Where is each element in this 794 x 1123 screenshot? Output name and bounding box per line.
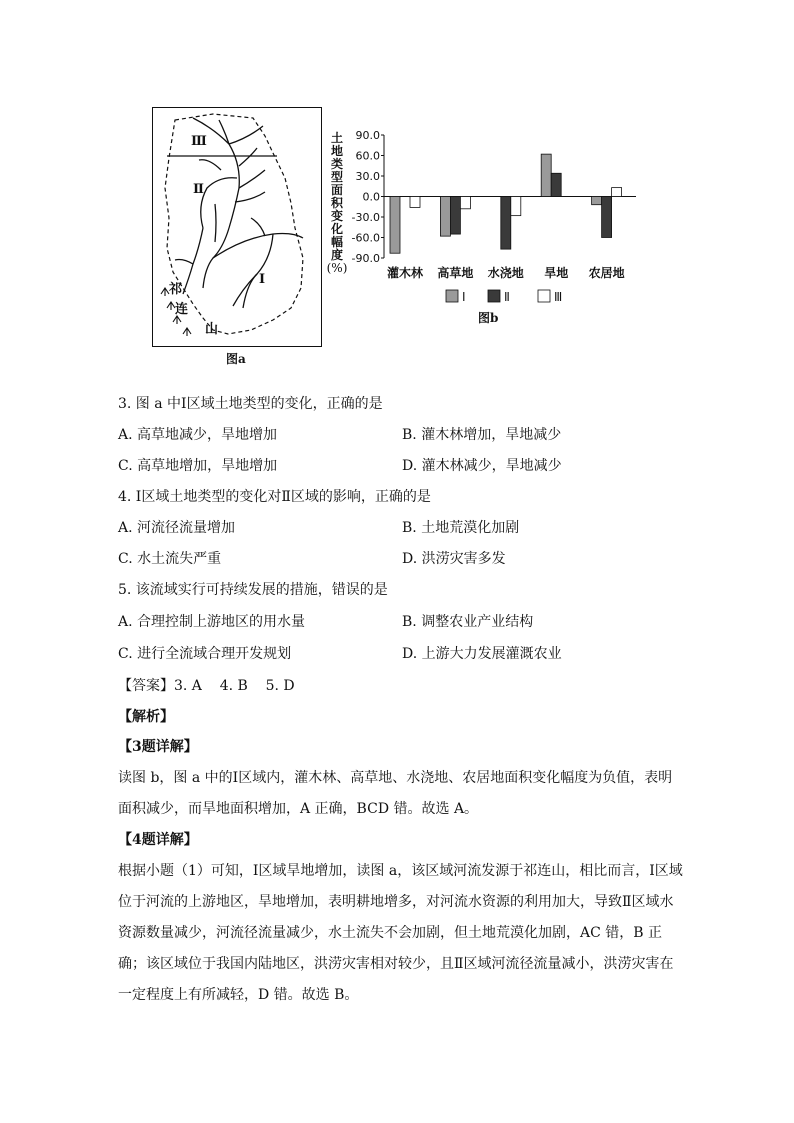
legend-swatch — [488, 290, 500, 302]
zone-label-iii: Ⅲ — [191, 134, 207, 149]
bar-3-1 — [551, 173, 561, 196]
bar-0-0 — [390, 197, 400, 254]
mountain-label-qi: 祁 — [169, 282, 183, 297]
x-category-label: 水浇地 — [487, 266, 524, 280]
x-category-label: 灌木林 — [386, 266, 424, 280]
y-axis-label-char: 度 — [330, 248, 343, 262]
question-3-option-a: A. 高草地减少，旱地增加 — [118, 427, 278, 443]
y-tick-label: -90.0 — [351, 252, 380, 265]
y-tick-label: 90.0 — [355, 129, 380, 142]
question-3-option-c: C. 高草地增加，旱地增加 — [118, 458, 278, 474]
bar-2-1 — [501, 197, 511, 250]
question-4-option-b: B. 土地荒漠化加剧 — [402, 520, 520, 536]
y-axis-label-char: 变 — [330, 209, 343, 223]
question-5-option-a: A. 合理控制上游地区的用水量 — [118, 614, 306, 630]
question-3-stem: 3. 图 a 中Ⅰ区域土地类型的变化，正确的是 — [118, 396, 383, 412]
y-tick-label: -60.0 — [351, 231, 380, 245]
bar-chart-b — [340, 125, 640, 325]
answer-line: 【答案】3. A 4. B 5. D — [118, 678, 295, 694]
bar-1-0 — [440, 197, 450, 237]
zone-label-i: Ⅰ — [259, 272, 266, 287]
figure-a-map — [152, 107, 322, 347]
question-4-option-c: C. 水土流失严重 — [118, 551, 222, 567]
y-axis-label-char: 幅 — [330, 235, 343, 249]
legend-label: Ⅰ — [462, 290, 466, 304]
y-axis-label-char: 化 — [330, 222, 343, 236]
legend-label: Ⅱ — [504, 290, 510, 304]
figure-b-caption: 图b — [478, 311, 499, 325]
y-axis-label-char: 积 — [330, 196, 343, 210]
q4-detail-text: 根据小题（1）可知，Ⅰ区域旱地增加，读图 a，该区域河流发源于祁连山，相比而言，Ⅰ区域位于河流的上游地区，旱地增加，表明耕地增多，对河流水资源的利用加大，导致Ⅱ区域水资源数量减少，河流径流量减少，水土流失不会加剧，但土地荒漠化加剧，AC 错，B 正确；该区域位于我国内陆地区，洪涝灾害相对较少，且Ⅱ区域河流径流量减小，洪涝灾害在一定程度上有所减轻，D 错。故选 B。 — [118, 863, 683, 1003]
x-category-label: 高草地 — [437, 266, 474, 280]
y-axis-label-char: 类 — [330, 157, 343, 171]
bar-1-1 — [450, 197, 460, 235]
y-tick-label: 0.0 — [362, 190, 380, 204]
y-axis-label-char: 面 — [330, 183, 343, 197]
question-5-option-c: C. 进行全流域合理开发规划 — [118, 646, 292, 662]
legend-label: Ⅲ — [554, 290, 563, 304]
q3-detail-title: 【3题详解】 — [118, 739, 198, 755]
question-3-option-d: D. 灌木林减少，旱地减少 — [402, 458, 562, 474]
zone-label-ii: Ⅱ — [193, 182, 204, 197]
y-tick-label: 60.0 — [355, 149, 380, 163]
mountain-label-lian: 连 — [175, 302, 189, 317]
question-5-option-b: B. 调整农业产业结构 — [402, 614, 534, 630]
bar-3-0 — [541, 154, 551, 196]
x-category-label: 农居地 — [588, 266, 625, 280]
y-axis-label-char: 土 — [330, 131, 343, 145]
bar-4-1 — [602, 197, 612, 238]
question-4-stem: 4. Ⅰ区域土地类型的变化对Ⅱ区域的影响，正确的是 — [118, 489, 431, 505]
y-axis-label-char: 地 — [330, 144, 343, 158]
legend-swatch — [538, 290, 550, 302]
mountain-label-shan: 山 — [205, 322, 219, 337]
question-3-option-b: B. 灌木林增加，旱地减少 — [402, 427, 562, 443]
y-tick-label: -30.0 — [351, 211, 380, 224]
question-5-option-d: D. 上游大力发展灌溉农业 — [402, 646, 562, 662]
analysis-title: 【解析】 — [118, 709, 174, 725]
x-category-label: 旱地 — [544, 266, 569, 280]
bar-4-2 — [612, 188, 622, 197]
y-axis-label-char: 型 — [330, 170, 343, 184]
bar-1-2 — [460, 197, 470, 209]
y-axis-unit: (%) — [326, 261, 348, 275]
y-tick-label: 30.0 — [355, 170, 380, 183]
legend-swatch — [446, 290, 458, 302]
bar-2-2 — [511, 197, 521, 216]
question-5-stem: 5. 该流域实行可持续发展的措施，错误的是 — [118, 582, 388, 598]
q3-detail-text: 读图 b，图 a 中的Ⅰ区域内，灌木林、高草地、水浇地、农居地面积变化幅度为负值，表明面积减少，而旱地面积增加，A 正确，BCD 错。故选 A。 — [118, 770, 673, 817]
q4-detail-title: 【4题详解】 — [118, 832, 198, 848]
question-4-option-d: D. 洪涝灾害多发 — [402, 551, 506, 567]
question-4-option-a: A. 河流径流量增加 — [118, 520, 236, 536]
bar-0-2 — [410, 197, 420, 208]
figure-a-caption: 图a — [226, 352, 246, 366]
bar-4-0 — [592, 197, 602, 205]
